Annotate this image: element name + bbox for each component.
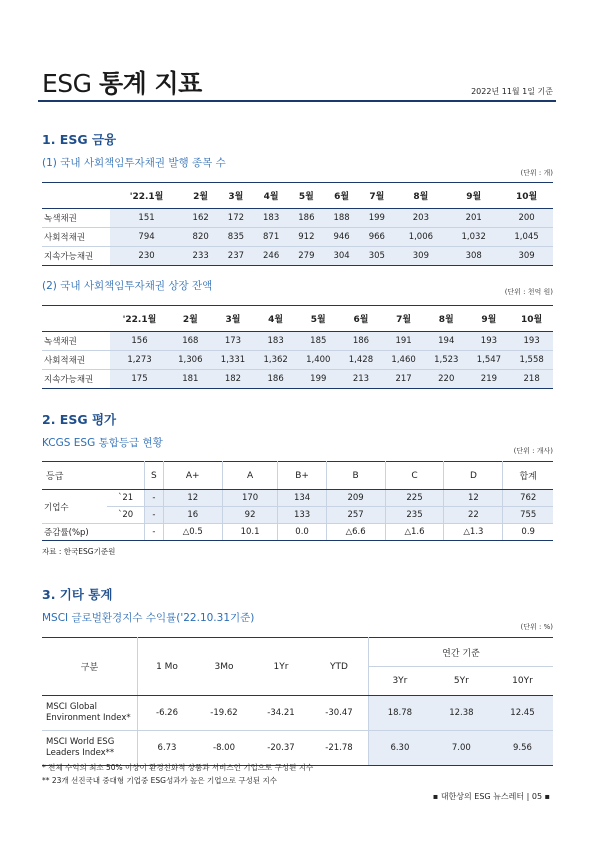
change-row bbox=[42, 524, 553, 541]
table-cell: -6.26 bbox=[138, 696, 197, 731]
row-label-line2: Leaders Index** bbox=[46, 748, 115, 758]
table-cell: 186 bbox=[289, 209, 324, 228]
table-cell: 22 bbox=[444, 507, 503, 524]
row-label-line1: MSCI World ESG bbox=[46, 737, 115, 747]
row-label: 지속가능채권 bbox=[42, 370, 110, 389]
column-header: 6월 bbox=[324, 183, 359, 209]
table-cell: 133 bbox=[278, 507, 326, 524]
table-row bbox=[42, 332, 553, 351]
table-cell: 9.56 bbox=[492, 731, 553, 766]
header-category: 구분 bbox=[42, 638, 138, 696]
header-5yr: 5Yr bbox=[431, 667, 492, 696]
table-cell: △1.6 bbox=[385, 524, 444, 541]
row-label: 녹색채권 bbox=[42, 332, 110, 351]
table-cell: 1,032 bbox=[447, 228, 500, 247]
table-cell: 1,045 bbox=[500, 228, 553, 247]
section3-title: 3. 기타 통계 bbox=[42, 587, 113, 602]
table-cell: 309 bbox=[394, 247, 447, 266]
header-ytd: YTD bbox=[310, 638, 369, 696]
row-label-line2: Environment Index* bbox=[46, 713, 131, 723]
table-cell: 200 bbox=[500, 209, 553, 228]
table-cell: 871 bbox=[254, 228, 289, 247]
table-cell: 191 bbox=[382, 332, 425, 351]
column-header: 2월 bbox=[169, 306, 212, 332]
table-row bbox=[42, 228, 553, 247]
table-cell: △1.3 bbox=[444, 524, 503, 541]
table-cell: 168 bbox=[169, 332, 212, 351]
table-cell: 235 bbox=[385, 507, 444, 524]
table-cell: 835 bbox=[218, 228, 253, 247]
section2-subtitle: KCGS ESG 통합등급 현황 bbox=[42, 437, 163, 449]
table-cell: 173 bbox=[212, 332, 255, 351]
table-cell: 92 bbox=[222, 507, 278, 524]
table-cell: 1,400 bbox=[297, 351, 340, 370]
table-row bbox=[42, 507, 553, 524]
source-note: 자료 : 한국ESG기준원 bbox=[42, 547, 116, 556]
row-label: 녹색채권 bbox=[42, 209, 110, 228]
header-10yr: 10Yr bbox=[492, 667, 553, 696]
table-header-row bbox=[42, 306, 553, 332]
column-header: S bbox=[145, 462, 164, 490]
table-cell: 203 bbox=[394, 209, 447, 228]
table-cell: 1,428 bbox=[340, 351, 383, 370]
table-cell: 201 bbox=[447, 209, 500, 228]
table-header-row-1 bbox=[42, 638, 553, 667]
year-label: `21 bbox=[107, 490, 144, 507]
column-header: 3월 bbox=[218, 183, 253, 209]
table-cell: 209 bbox=[326, 490, 385, 507]
table-cell: 218 bbox=[510, 370, 553, 389]
section2-title: 2. ESG 평가 bbox=[42, 412, 117, 427]
footnote-1: * 전체 수익의 최소 50% 이상이 환경친화적 상품과 서비스인 기업으로 구성된 지수 bbox=[42, 763, 314, 772]
column-header: 8월 bbox=[394, 183, 447, 209]
table-cell: 966 bbox=[359, 228, 394, 247]
table-cell: 134 bbox=[278, 490, 326, 507]
header-cell-empty bbox=[42, 183, 110, 209]
table-cell: 219 bbox=[468, 370, 511, 389]
table-cell: 183 bbox=[254, 332, 297, 351]
table-cell: 1,547 bbox=[468, 351, 511, 370]
table-cell: 193 bbox=[510, 332, 553, 351]
column-header: 10월 bbox=[510, 306, 553, 332]
table-cell: 6.30 bbox=[369, 731, 431, 766]
table-cell: 308 bbox=[447, 247, 500, 266]
row-label: 사회적채권 bbox=[42, 228, 110, 247]
title-rule bbox=[38, 100, 556, 102]
column-header: 10월 bbox=[500, 183, 553, 209]
table-cell: 217 bbox=[382, 370, 425, 389]
footer-text: 대한상의 ESG 뉴스레터 | 05 bbox=[440, 792, 543, 801]
section2-unit: (단위 : 개사) bbox=[513, 447, 553, 455]
table-cell: 194 bbox=[425, 332, 468, 351]
row-label bbox=[42, 731, 138, 766]
table-cell: -19.62 bbox=[196, 696, 252, 731]
table-cell: 246 bbox=[254, 247, 289, 266]
table-cell: 199 bbox=[359, 209, 394, 228]
table-cell: 1,006 bbox=[394, 228, 447, 247]
column-header: '22.1월 bbox=[110, 183, 183, 209]
table2-subtitle: (2) 국내 사회책임투자채권 상장 잔액 bbox=[42, 280, 213, 292]
header-3mo: 3Mo bbox=[196, 638, 252, 696]
table-cell: 16 bbox=[163, 507, 222, 524]
table-cell: 186 bbox=[254, 370, 297, 389]
table-cell: 794 bbox=[110, 228, 183, 247]
column-header: 4월 bbox=[254, 183, 289, 209]
table-header-row bbox=[42, 183, 553, 209]
table-cell: - bbox=[145, 524, 164, 541]
header-1mo: 1 Mo bbox=[138, 638, 197, 696]
table-cell: - bbox=[145, 490, 164, 507]
column-header: 3월 bbox=[212, 306, 255, 332]
table2-unit: (단위 : 천억 원) bbox=[504, 288, 553, 296]
column-header: 등급 bbox=[42, 462, 145, 490]
table-cell: △0.5 bbox=[163, 524, 222, 541]
table-cell: - bbox=[145, 507, 164, 524]
column-header: 7월 bbox=[359, 183, 394, 209]
table-cell: 237 bbox=[218, 247, 253, 266]
table-cell: 230 bbox=[110, 247, 183, 266]
column-header: C bbox=[385, 462, 444, 490]
table-cell: 762 bbox=[503, 490, 553, 507]
table-cell: 220 bbox=[425, 370, 468, 389]
table-row bbox=[42, 209, 553, 228]
table-cell: 12.45 bbox=[492, 696, 553, 731]
date-reference: 2022년 11월 1일 기준 bbox=[471, 87, 553, 96]
table-row bbox=[42, 370, 553, 389]
table-cell: 1,523 bbox=[425, 351, 468, 370]
table-cell: 755 bbox=[503, 507, 553, 524]
table-cell: 172 bbox=[218, 209, 253, 228]
table-cell: 12 bbox=[163, 490, 222, 507]
header-1yr: 1Yr bbox=[252, 638, 310, 696]
table-msci-returns bbox=[42, 637, 553, 766]
table-cell: 10.1 bbox=[222, 524, 278, 541]
column-header: D bbox=[444, 462, 503, 490]
table-cell: 170 bbox=[222, 490, 278, 507]
header-3yr: 3Yr bbox=[369, 667, 431, 696]
footnote-2: ** 23개 선진국내 중대형 기업중 ESG성과가 높은 기업으로 구성된 지수 bbox=[42, 776, 277, 785]
header-annual: 연간 기준 bbox=[369, 638, 554, 667]
table-row bbox=[42, 731, 553, 766]
year-label: `20 bbox=[107, 507, 144, 524]
column-header: 8월 bbox=[425, 306, 468, 332]
row-label bbox=[42, 696, 138, 731]
table-bond-listed-balance bbox=[42, 305, 553, 389]
table-cell: 6.73 bbox=[138, 731, 197, 766]
table-cell: -30.47 bbox=[310, 696, 369, 731]
table-cell: -20.37 bbox=[252, 731, 310, 766]
table-cell: -21.78 bbox=[310, 731, 369, 766]
table-cell: 185 bbox=[297, 332, 340, 351]
row-label: 사회적채권 bbox=[42, 351, 110, 370]
column-header: '22.1월 bbox=[110, 306, 169, 332]
column-header: 5월 bbox=[289, 183, 324, 209]
header-cell-empty bbox=[42, 306, 110, 332]
column-header: 2월 bbox=[183, 183, 218, 209]
table-cell: 7.00 bbox=[431, 731, 492, 766]
table-header-row bbox=[42, 462, 553, 490]
column-header: 합계 bbox=[503, 462, 553, 490]
page-title bbox=[42, 64, 202, 100]
section1-title: 1. ESG 금융 bbox=[42, 132, 117, 147]
column-header: 6월 bbox=[340, 306, 383, 332]
table-row bbox=[42, 490, 553, 507]
table-cell: -34.21 bbox=[252, 696, 310, 731]
column-header: 4월 bbox=[254, 306, 297, 332]
table-cell: 12.38 bbox=[431, 696, 492, 731]
table-cell: 12 bbox=[444, 490, 503, 507]
page-title-light: ESG bbox=[42, 69, 92, 98]
table-row bbox=[42, 247, 553, 266]
column-header: B+ bbox=[278, 462, 326, 490]
table-cell: 182 bbox=[212, 370, 255, 389]
column-header: B bbox=[326, 462, 385, 490]
column-header: A bbox=[222, 462, 278, 490]
table-cell: 305 bbox=[359, 247, 394, 266]
table-row bbox=[42, 696, 553, 731]
column-header: A+ bbox=[163, 462, 222, 490]
table-cell: 151 bbox=[110, 209, 183, 228]
table-cell: 181 bbox=[169, 370, 212, 389]
table-cell: 183 bbox=[254, 209, 289, 228]
column-header: 7월 bbox=[382, 306, 425, 332]
table-cell: 18.78 bbox=[369, 696, 431, 731]
group-label: 기업수 bbox=[42, 490, 107, 524]
table-cell: 1,331 bbox=[212, 351, 255, 370]
table-cell: 257 bbox=[326, 507, 385, 524]
table1-subtitle: (1) 국내 사회책임투자채권 발행 종목 수 bbox=[42, 157, 226, 169]
table-cell: 1,306 bbox=[169, 351, 212, 370]
table1-unit: (단위 : 개) bbox=[520, 169, 553, 177]
table-cell: 213 bbox=[340, 370, 383, 389]
table-cell: 1,273 bbox=[110, 351, 169, 370]
page-title-bold: 통계 지표 bbox=[99, 69, 202, 98]
table-kcgs-grades bbox=[42, 461, 553, 541]
table-cell: 199 bbox=[297, 370, 340, 389]
column-header: 9월 bbox=[447, 183, 500, 209]
column-header: 5월 bbox=[297, 306, 340, 332]
table-cell: 225 bbox=[385, 490, 444, 507]
table-cell: 820 bbox=[183, 228, 218, 247]
table-cell: 175 bbox=[110, 370, 169, 389]
table-row bbox=[42, 351, 553, 370]
table-cell: 1,362 bbox=[254, 351, 297, 370]
table-cell: △6.6 bbox=[326, 524, 385, 541]
table-cell: 279 bbox=[289, 247, 324, 266]
table-cell: 0.0 bbox=[278, 524, 326, 541]
table-bond-issuance-count bbox=[42, 182, 553, 266]
table-cell: 309 bbox=[500, 247, 553, 266]
table-cell: 193 bbox=[468, 332, 511, 351]
row-label-line1: MSCI Global bbox=[46, 702, 97, 712]
table-cell: 946 bbox=[324, 228, 359, 247]
table-cell: 1,558 bbox=[510, 351, 553, 370]
footer: ▪ 대한상의 ESG 뉴스레터 | 05 ▪ bbox=[432, 792, 550, 801]
table-cell: 0.9 bbox=[503, 524, 553, 541]
table-cell: 1,460 bbox=[382, 351, 425, 370]
change-label: 증감률(%p) bbox=[42, 524, 145, 541]
table-cell: 233 bbox=[183, 247, 218, 266]
row-label: 지속가능채권 bbox=[42, 247, 110, 266]
table-cell: 188 bbox=[324, 209, 359, 228]
column-header: 9월 bbox=[468, 306, 511, 332]
table-cell: 304 bbox=[324, 247, 359, 266]
section3-subtitle: MSCI 글로벌환경지수 수익률('22.10.31기준) bbox=[42, 612, 255, 624]
table-cell: 186 bbox=[340, 332, 383, 351]
table-cell: 162 bbox=[183, 209, 218, 228]
table-cell: -8.00 bbox=[196, 731, 252, 766]
section3-unit: (단위 : %) bbox=[520, 623, 553, 631]
table-cell: 912 bbox=[289, 228, 324, 247]
table-cell: 156 bbox=[110, 332, 169, 351]
